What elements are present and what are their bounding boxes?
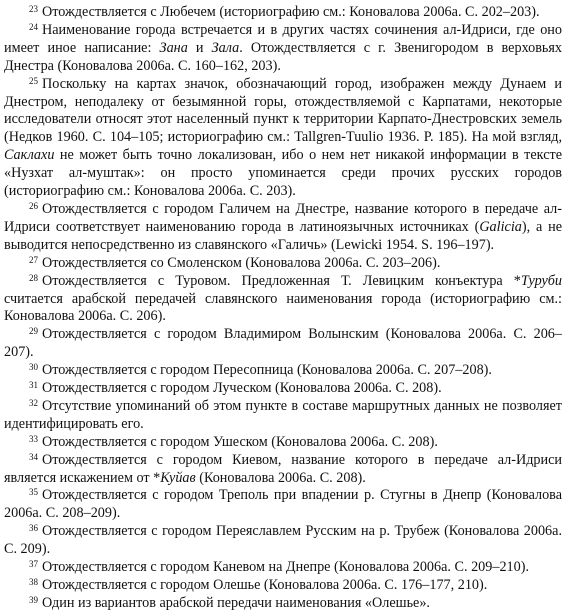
footnote-24 [4, 22, 562, 76]
footnote-37 [4, 559, 562, 577]
footnote-number: 31 [29, 380, 38, 391]
footnote-text: Один из вариантов арабской передачи наименования «Олешье». [42, 594, 430, 611]
footnote-28 [4, 273, 562, 327]
footnote-text: не может быть точно локализован, ибо о нем нет никакой информации в тексте «Нузхат ал-муштак»: он просто упоминается среди прочих русских городов (историографию см.: Коновалова 2006а. С. 203). [4, 147, 562, 200]
footnote-text: Отождествляется с городом Владимиром Волынским (Коновалова 2006а. С. 206–207). [4, 326, 562, 361]
footnote-number: 27 [29, 254, 38, 265]
footnote-italic-text: Туруби [520, 272, 562, 289]
footnote-32 [4, 398, 562, 434]
footnote-text: и [187, 39, 212, 56]
footnote-36 [4, 523, 562, 559]
footnote-26 [4, 201, 562, 255]
footnote-italic-text: Galicia [479, 218, 522, 235]
footnote-number: 25 [29, 75, 38, 86]
footnote-number: 32 [29, 397, 38, 408]
footnote-text: Отождествляется с Туровом. Предложенная Т. Левицким конъектура * [42, 272, 521, 289]
footnote-text: (Коновалова 2006а. С. 208). [195, 469, 366, 486]
footnote-text: Отождествляется с городом Галичем на Днестре, название которого в передаче ал-Идриси соответствует наименованию города в латиноязычных источниках ( [4, 200, 562, 235]
footnote-text: Отождествляется с городом Олешье (Коновалова 2006а. С. 176–177, 210). [42, 577, 488, 593]
footnote-text: Наименование города встречается и в других частях сочинения ал-Идриси, где оно имеет иное написание: [4, 21, 562, 56]
footnote-text: Отождествляется со Смоленском (Коновалова 2006а. С. 203–206). [42, 254, 441, 271]
footnote-number: 26 [29, 200, 38, 211]
footnote-text: Отождествляется с городом Киевом, название которого в передаче ал-Идриси является искажением от * [4, 451, 562, 486]
footnote-number: 34 [29, 451, 38, 462]
footnote-33 [4, 434, 562, 452]
footnote-number: 28 [29, 272, 38, 283]
footnote-number: 29 [29, 326, 38, 337]
footnote-text: Отождествляется с городом Луческом (Коновалова 2006а. С. 208). [42, 380, 442, 397]
footnote-23 [4, 4, 562, 22]
footnote-text: Отождествляется с Любечем (историографию см.: Коновалова 2006а. С. 202–203). [42, 4, 540, 20]
footnote-text: Отсутствие упоминаний об этом пункте в составе маршрутных данных не позволяет идентифицировать его. [4, 397, 562, 432]
footnote-34 [4, 452, 562, 488]
footnote-29 [4, 326, 562, 362]
footnote-30 [4, 362, 562, 380]
footnote-number: 38 [29, 577, 38, 587]
footnote-number: 24 [29, 21, 38, 32]
footnote-number: 37 [29, 559, 38, 570]
footnote-italic-text: Куйав [160, 469, 196, 486]
footnote-text: ), а не выводится непосредственно из славянского «Галичь» (Lewicki 1954. S. 196–197). [4, 218, 562, 253]
footnote-31 [4, 380, 562, 398]
footnote-text: . Отождествляется с г. Звенигородом в верховьях Днестра (Коновалова 2006а. С. 160–162, 203). [4, 39, 562, 74]
footnote-text: считается арабской передачей славянского наименования города (историографию см.: Коновалова 2006а. С. 206). [4, 290, 562, 325]
footnote-text: Отождествляется с городом Ушеском (Коновалова 2006а. С. 208). [42, 433, 438, 450]
footnote-number: 33 [29, 433, 38, 444]
footnote-38 [4, 577, 562, 595]
footnote-25 [4, 76, 562, 201]
footnote-39 [4, 595, 562, 613]
footnote-text: Поскольку на картах значок, обозначающий город, изображен между Дунаем и Днестром, неподалеку от безымянной горы, отождествляемой с Карпатами, некоторые исследователи относят этот населенный пункт к территории Карпато-Днестровских земель (Недков 1960. С. 104–105; историографию см.: Tallgren-Tuulio 1936. P. 185). На мой взгляд, [4, 75, 562, 146]
footnote-number: 39 [29, 594, 38, 605]
footnote-italic-text: Зала [211, 39, 240, 56]
footnote-text: Отождествляется с городом Треполь при впадении р. Стугны в Днепр (Коновалова 2006а. С. 208–209). [4, 487, 562, 522]
footnote-text: Отождествляется с городом Каневом на Днепре (Коновалова 2006а. С. 209–210). [42, 559, 529, 576]
footnote-number: 36 [29, 523, 38, 534]
footnote-35 [4, 487, 562, 523]
footnote-number: 23 [29, 4, 38, 14]
footnote-text: Отождествляется с городом Переяславлем Русским на р. Трубеж (Коновалова 2006а. С. 209). [4, 523, 562, 558]
footnote-27 [4, 255, 562, 273]
footnote-number: 30 [29, 362, 38, 373]
footnote-italic-text: Зана [159, 39, 188, 56]
footnote-italic-text: Саклахи [4, 147, 55, 164]
footnote-text: Отождествляется с городом Пересопница (Коновалова 2006а. С. 207–208). [42, 362, 492, 379]
footnote-number: 35 [29, 487, 38, 498]
